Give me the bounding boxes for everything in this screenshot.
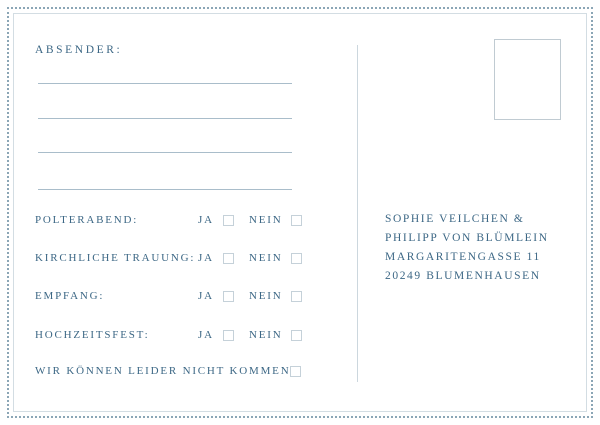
divider-line xyxy=(357,45,358,382)
ja-label: JA xyxy=(198,329,214,341)
recipient-line: MARGARITENGASSE 11 xyxy=(385,251,541,263)
sender-write-line[interactable] xyxy=(38,189,292,190)
stamp-box xyxy=(494,39,561,120)
ja-checkbox[interactable] xyxy=(223,291,234,302)
sender-write-line[interactable] xyxy=(38,83,292,84)
nein-checkbox[interactable] xyxy=(291,215,302,226)
ja-checkbox[interactable] xyxy=(223,330,234,341)
rsvp-row-label: POLTERABEND: xyxy=(35,214,139,226)
sender-write-line[interactable] xyxy=(38,118,292,119)
nein-checkbox[interactable] xyxy=(291,291,302,302)
ja-checkbox[interactable] xyxy=(223,215,234,226)
rsvp-row-label: EMPFANG: xyxy=(35,290,105,302)
nein-label: NEIN xyxy=(249,214,283,226)
nein-label: NEIN xyxy=(249,252,283,264)
nein-checkbox[interactable] xyxy=(291,330,302,341)
decline-checkbox[interactable] xyxy=(290,366,301,377)
rsvp-row-label: KIRCHLICHE TRAUUNG: xyxy=(35,252,196,264)
nein-label: NEIN xyxy=(249,329,283,341)
recipient-line: SOPHIE VEILCHEN & xyxy=(385,213,525,225)
rsvp-row-hochzeitsfest xyxy=(35,329,320,344)
rsvp-row-polterabend xyxy=(35,214,320,229)
rsvp-row-kirchliche-trauung xyxy=(35,252,320,267)
ja-label: JA xyxy=(198,252,214,264)
rsvp-row-label: HOCHZEITSFEST: xyxy=(35,329,150,341)
ja-checkbox[interactable] xyxy=(223,253,234,264)
absender-label: ABSENDER: xyxy=(35,44,123,56)
rsvp-row-empfang xyxy=(35,290,320,305)
recipient-line: 20249 BLUMENHAUSEN xyxy=(385,270,541,282)
sender-write-line[interactable] xyxy=(38,152,292,153)
recipient-line: PHILIPP VON BLÜMLEIN xyxy=(385,232,549,244)
nein-label: NEIN xyxy=(249,290,283,302)
nein-checkbox[interactable] xyxy=(291,253,302,264)
rsvp-row-decline xyxy=(35,365,320,380)
ja-label: JA xyxy=(198,290,214,302)
ja-label: JA xyxy=(198,214,214,226)
recipient-address xyxy=(385,210,549,286)
decline-label: WIR KÖNNEN LEIDER NICHT KOMMEN xyxy=(35,365,291,377)
